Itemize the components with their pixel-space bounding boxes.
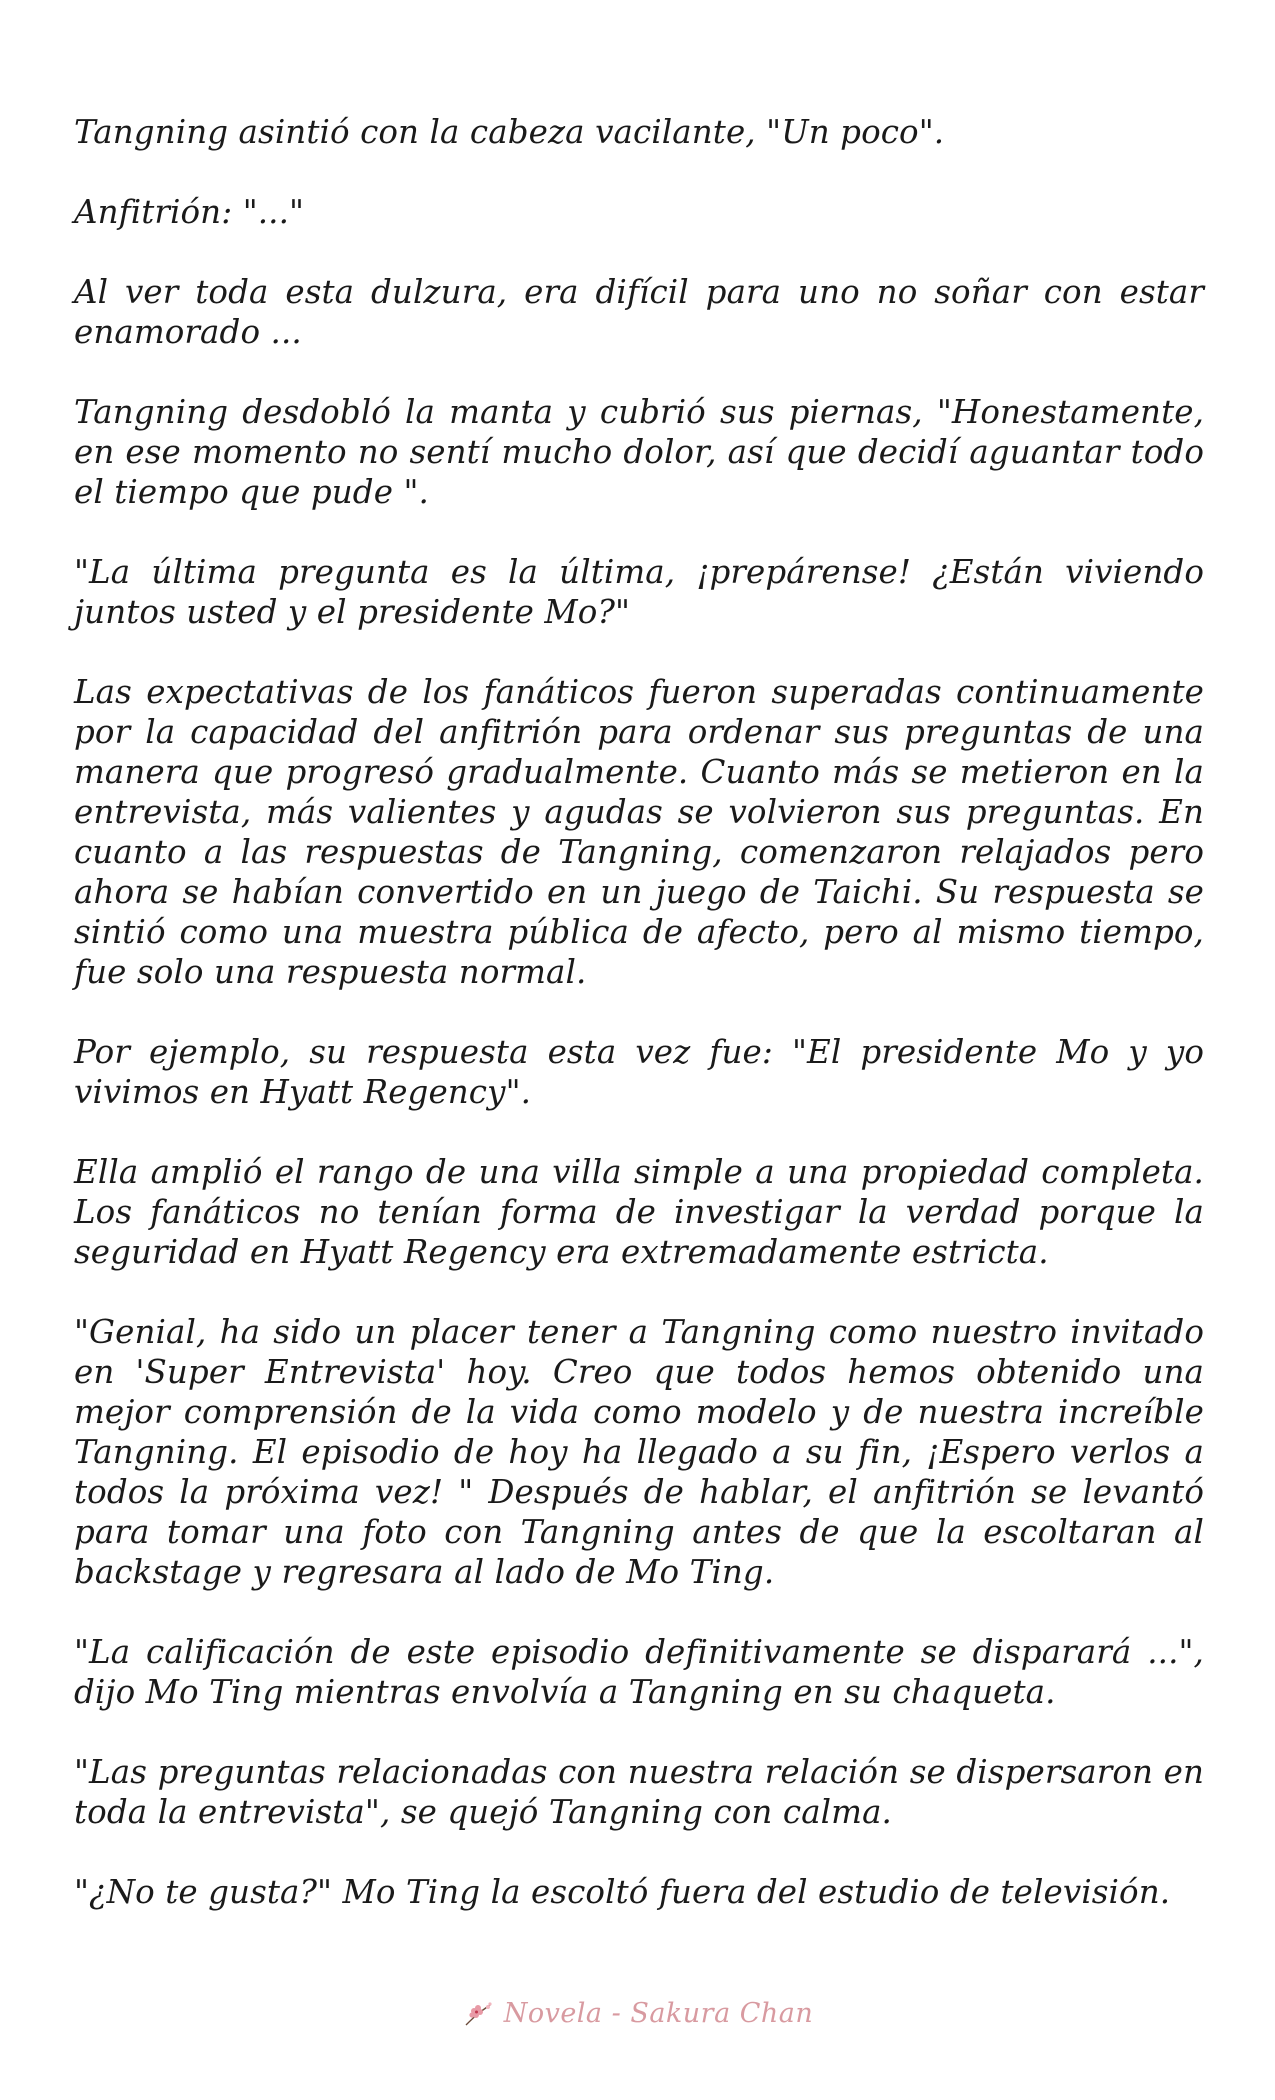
paragraph: Por ejemplo, su respuesta esta vez fue: "El presidente Mo y yo vivimos en Hyatt Regency". — [74, 1033, 1204, 1111]
watermark-text: Novela - Sakura Chan — [503, 1998, 814, 2029]
paragraph: "¿No te gusta?" Mo Ting la escoltó fuera del estudio de televisión. — [74, 1873, 1171, 1911]
paragraph: "Las preguntas relacionadas con nuestra relación se dispersaron en toda la entrevista", se quejó Tangning con calma. — [74, 1753, 1204, 1831]
paragraph: Anfitrión: "..." — [74, 193, 305, 231]
watermark — [0, 1998, 1275, 2042]
sakura-blossom-icon — [462, 1999, 496, 2029]
paragraph: Tangning desdobló la manta y cubrió sus piernas, "Honestamente, en ese momento no sentí mucho dolor, así que decidí aguantar todo el tiempo que pude ". — [74, 393, 1204, 511]
paragraph: "La última pregunta es la última, ¡prepárense! ¿Están viviendo juntos usted y el presidente Mo?" — [74, 553, 1204, 631]
paragraph: Tangning asintió con la cabeza vacilante, "Un poco". — [74, 113, 945, 151]
paragraph: Ella amplió el rango de una villa simple a una propiedad completa. Los fanáticos no tenían forma de investigar la verdad porque la seguridad en Hyatt Regency era extremadamente estricta. — [74, 1153, 1204, 1271]
document-body — [74, 112, 1204, 1952]
paragraph: "La calificación de este episodio definitivamente se disparará ...", dijo Mo Ting mientras envolvía a Tangning en su chaqueta. — [74, 1633, 1204, 1711]
paragraph: Al ver toda esta dulzura, era difícil para uno no soñar con estar enamorado ... — [74, 273, 1204, 351]
paragraph: "Genial, ha sido un placer tener a Tangning como nuestro invitado en 'Super Entrevista' hoy. Creo que todos hemos obtenido una mejor comprensión de la vida como modelo y de nuestra increíble Tangning. El episodio de hoy ha llegado a su fin, ¡Espero verlos a todos la próxima vez! " Después de hablar, el anfitrión se levantó para tomar una foto con Tangning antes de que la escoltaran al backstage y regresara al lado de Mo Ting. — [74, 1313, 1204, 1591]
paragraph: Las expectativas de los fanáticos fueron superadas continuamente por la capacidad del anfitrión para ordenar sus preguntas de una manera que progresó gradualmente. Cuanto más se metieron en la entrevista, más valientes y agudas se volvieron sus preguntas. En cuanto a las respuestas de Tangning, comenzaron relajados pero ahora se habían convertido en un juego de Taichi. Su respuesta se sintió como una muestra pública de afecto, pero al mismo tiempo, fue solo una respuesta normal. — [74, 673, 1204, 991]
